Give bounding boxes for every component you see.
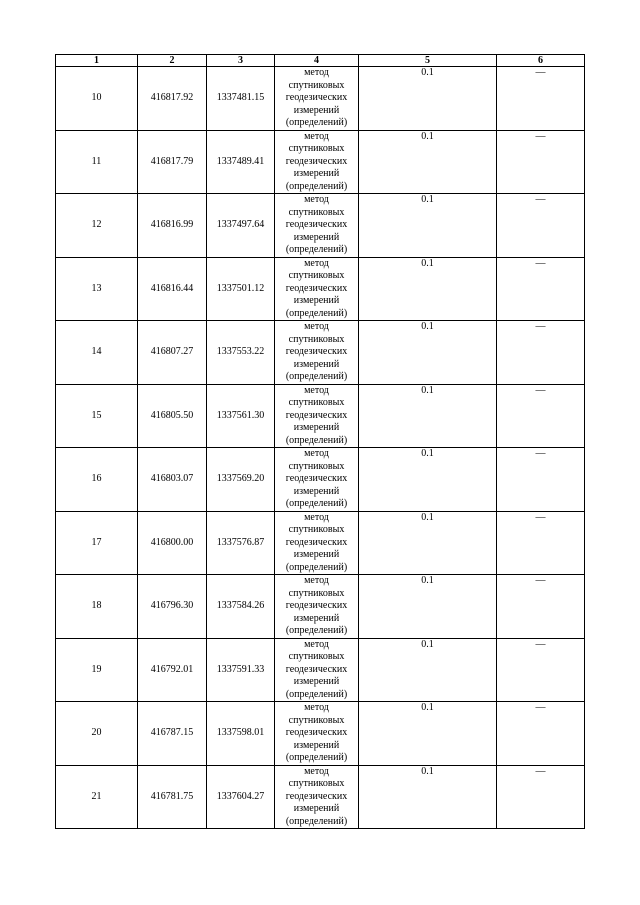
method-line: измерений [293, 295, 340, 306]
table-row [56, 511, 585, 575]
method-line: спутниковых [288, 587, 345, 599]
method-line: измерений [293, 549, 340, 560]
x-coordinate-cell: 416807.27 [138, 321, 207, 385]
y-coordinate-cell: 1337591.33 [207, 638, 275, 702]
x-coordinate-cell: 416817.92 [138, 67, 207, 131]
method-cell [275, 67, 359, 131]
method-cell [275, 575, 359, 639]
point-number-cell: 13 [56, 257, 138, 321]
method-line: измерений [293, 358, 340, 370]
table-row [56, 321, 585, 385]
table-row [56, 575, 585, 639]
precision-cell: 0.1 [359, 130, 497, 194]
method-line: спутниковых [288, 333, 345, 345]
method-line: (определений) [285, 625, 348, 636]
table-row [56, 384, 585, 448]
extra-cell: — [497, 384, 585, 448]
extra-cell: — [497, 511, 585, 575]
precision-cell: 0.1 [359, 702, 497, 766]
method-line: метод [304, 638, 329, 650]
precision-cell: 0.1 [359, 638, 497, 702]
extra-cell: — [497, 321, 585, 385]
extra-cell: — [497, 194, 585, 258]
table-row [56, 638, 585, 702]
y-coordinate-cell: 1337553.22 [207, 321, 275, 385]
method-line: метод [304, 67, 329, 78]
x-coordinate-cell: 416800.00 [138, 511, 207, 575]
extra-cell: — [497, 575, 585, 639]
precision-cell: 0.1 [359, 321, 497, 385]
method-line: метод [304, 384, 329, 396]
method-line: спутниковых [288, 714, 345, 726]
point-number-cell: 18 [56, 575, 138, 639]
method-cell [275, 384, 359, 448]
x-coordinate-cell: 416816.99 [138, 194, 207, 258]
point-number-cell: 12 [56, 194, 138, 258]
method-line: метод [304, 257, 329, 269]
method-line: метод [304, 321, 329, 332]
method-cell [275, 321, 359, 385]
column-header: 5 [359, 55, 497, 67]
method-line: (определений) [285, 752, 348, 763]
column-header: 1 [56, 55, 138, 67]
x-coordinate-cell: 416816.44 [138, 257, 207, 321]
method-line: геодезических [285, 600, 348, 611]
precision-cell: 0.1 [359, 194, 497, 258]
method-line: спутниковых [288, 460, 345, 472]
y-coordinate-cell: 1337489.41 [207, 130, 275, 194]
point-number-cell: 17 [56, 511, 138, 575]
column-header: 6 [497, 55, 585, 67]
coordinates-table [55, 54, 585, 829]
method-line: спутниковых [288, 206, 345, 218]
point-number-cell: 19 [56, 638, 138, 702]
method-cell [275, 130, 359, 194]
column-header: 4 [275, 55, 359, 67]
method-cell [275, 702, 359, 766]
y-coordinate-cell: 1337584.26 [207, 575, 275, 639]
precision-cell: 0.1 [359, 448, 497, 512]
method-line: геодезических [285, 282, 348, 294]
table-row [56, 257, 585, 321]
y-coordinate-cell: 1337501.12 [207, 257, 275, 321]
method-line: метод [304, 194, 329, 205]
method-cell [275, 765, 359, 829]
method-line: спутниковых [288, 79, 345, 91]
x-coordinate-cell: 416817.79 [138, 130, 207, 194]
extra-cell: — [497, 702, 585, 766]
method-line: геодезических [285, 92, 348, 103]
method-line: метод [304, 511, 329, 523]
x-coordinate-cell: 416796.30 [138, 575, 207, 639]
method-line: геодезических [285, 790, 348, 802]
method-line: метод [304, 448, 329, 459]
method-line: (определений) [285, 815, 348, 827]
point-number-cell: 10 [56, 67, 138, 131]
method-line: геодезических [285, 727, 348, 738]
method-line: геодезических [285, 663, 348, 675]
precision-cell: 0.1 [359, 765, 497, 829]
method-line: измерений [293, 612, 340, 624]
y-coordinate-cell: 1337569.20 [207, 448, 275, 512]
table-row [56, 765, 585, 829]
method-line: геодезических [285, 155, 348, 167]
method-line: (определений) [285, 434, 348, 446]
method-line: (определений) [285, 688, 348, 700]
method-line: геодезических [285, 219, 348, 230]
method-line: геодезических [285, 346, 348, 357]
x-coordinate-cell: 416787.15 [138, 702, 207, 766]
method-line: измерений [293, 168, 340, 179]
precision-cell: 0.1 [359, 384, 497, 448]
column-header: 3 [207, 55, 275, 67]
method-cell [275, 448, 359, 512]
x-coordinate-cell: 416803.07 [138, 448, 207, 512]
method-line: измерений [293, 485, 340, 497]
extra-cell: — [497, 638, 585, 702]
method-line: (определений) [285, 117, 348, 128]
point-number-cell: 16 [56, 448, 138, 512]
y-coordinate-cell: 1337576.87 [207, 511, 275, 575]
method-line: (определений) [285, 180, 348, 192]
point-number-cell: 15 [56, 384, 138, 448]
x-coordinate-cell: 416805.50 [138, 384, 207, 448]
method-line: спутниковых [288, 270, 345, 281]
method-line: спутниковых [288, 397, 345, 408]
table-row [56, 448, 585, 512]
table-row [56, 67, 585, 131]
method-line: метод [304, 130, 329, 142]
method-cell [275, 511, 359, 575]
method-line: измерений [293, 104, 340, 116]
table-row [56, 702, 585, 766]
method-line: метод [304, 575, 329, 586]
method-cell [275, 638, 359, 702]
method-line: геодезических [285, 473, 348, 484]
method-cell [275, 257, 359, 321]
method-line: геодезических [285, 409, 348, 421]
method-line: (определений) [285, 498, 348, 509]
method-line: (определений) [285, 561, 348, 573]
method-line: метод [304, 765, 329, 777]
table-row [56, 130, 585, 194]
x-coordinate-cell: 416792.01 [138, 638, 207, 702]
y-coordinate-cell: 1337561.30 [207, 384, 275, 448]
x-coordinate-cell: 416781.75 [138, 765, 207, 829]
precision-cell: 0.1 [359, 67, 497, 131]
method-line: измерений [293, 422, 340, 433]
method-line: геодезических [285, 536, 348, 548]
y-coordinate-cell: 1337481.15 [207, 67, 275, 131]
method-line: спутниковых [288, 524, 345, 535]
method-cell [275, 194, 359, 258]
method-line: (определений) [285, 371, 348, 382]
extra-cell: — [497, 130, 585, 194]
y-coordinate-cell: 1337604.27 [207, 765, 275, 829]
table-header-row [56, 55, 585, 67]
precision-cell: 0.1 [359, 511, 497, 575]
point-number-cell: 11 [56, 130, 138, 194]
y-coordinate-cell: 1337497.64 [207, 194, 275, 258]
method-line: метод [304, 702, 329, 713]
method-line: спутниковых [288, 651, 345, 662]
method-line: (определений) [285, 244, 348, 255]
method-line: спутниковых [288, 143, 345, 154]
extra-cell: — [497, 257, 585, 321]
extra-cell: — [497, 448, 585, 512]
method-line: спутниковых [288, 778, 345, 789]
method-line: измерений [293, 803, 340, 814]
column-header: 2 [138, 55, 207, 67]
method-line: измерений [293, 231, 340, 243]
extra-cell: — [497, 67, 585, 131]
y-coordinate-cell: 1337598.01 [207, 702, 275, 766]
point-number-cell: 14 [56, 321, 138, 385]
precision-cell: 0.1 [359, 575, 497, 639]
point-number-cell: 21 [56, 765, 138, 829]
table-body [56, 67, 585, 829]
method-line: измерений [293, 739, 340, 751]
table-row [56, 194, 585, 258]
precision-cell: 0.1 [359, 257, 497, 321]
method-line: (определений) [285, 307, 348, 319]
extra-cell: — [497, 765, 585, 829]
point-number-cell: 20 [56, 702, 138, 766]
method-line: измерений [293, 676, 340, 687]
